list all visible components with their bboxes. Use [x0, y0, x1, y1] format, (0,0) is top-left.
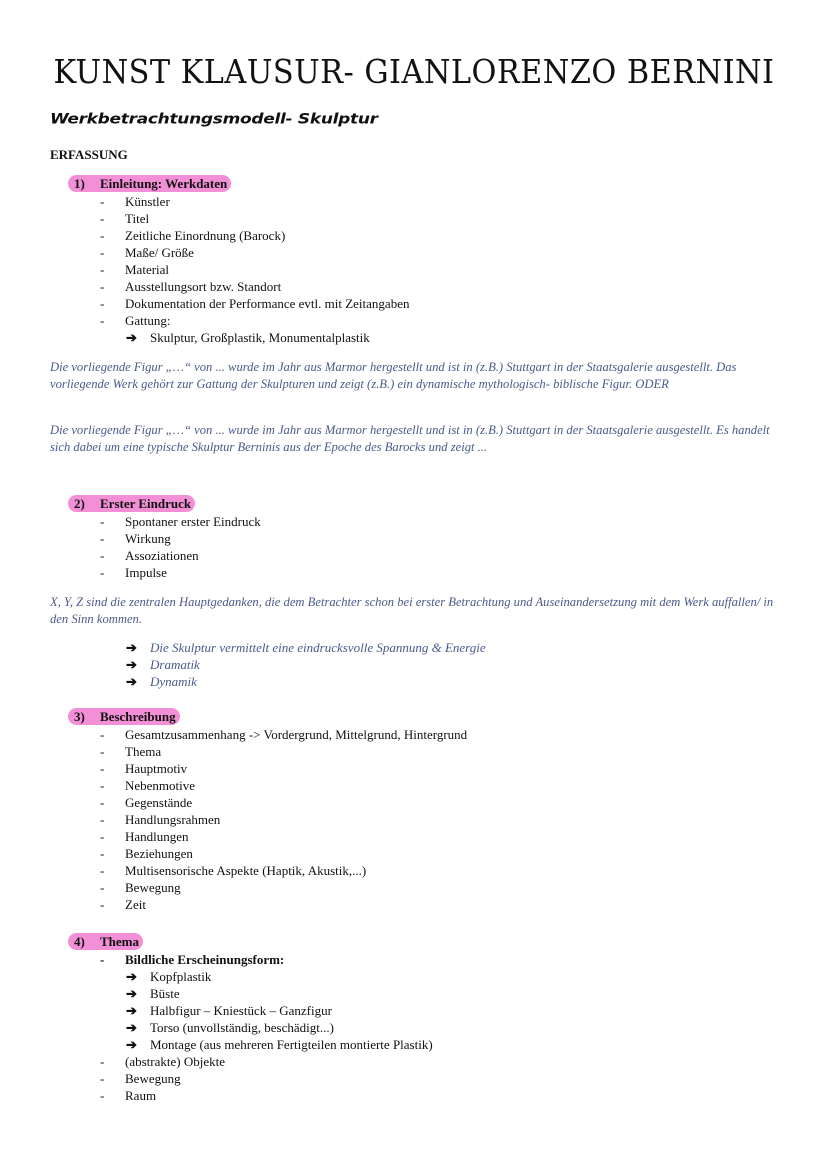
sub-list-item: ➔ Die Skulptur vermittelt eine eindrucksvolle Spannung & Energie — [126, 640, 486, 655]
section-4-list — [100, 951, 700, 1104]
section-label: ERFASSUNG — [50, 147, 128, 162]
section-3-heading — [68, 708, 180, 726]
section-2-arrows — [100, 639, 700, 690]
list-item: - Beziehungen — [100, 846, 193, 861]
sub-list-item: ➔ Torso (unvollständig, beschädigt...) — [126, 1020, 334, 1035]
arrow-right-icon: ➔ — [126, 969, 137, 984]
arrow-right-icon: ➔ — [126, 1037, 137, 1052]
arrow-right-icon: ➔ — [126, 330, 137, 345]
section-3-number: 3) — [74, 709, 85, 724]
list-item: - Maße/ Größe — [100, 245, 194, 260]
list-item: - Raum — [100, 1088, 157, 1103]
section-4-title: Thema — [100, 934, 139, 949]
list-item: - Handlungen — [100, 829, 189, 844]
sub-list-item: ➔ Dynamik — [126, 674, 197, 689]
list-item: - Gesamtzusammenhang -> Vordergrund, Mittelgrund, Hintergrund — [100, 727, 468, 742]
section-1-heading — [68, 175, 231, 193]
arrow-right-icon: ➔ — [126, 674, 137, 689]
example-paragraph-3: X, Y, Z sind die zentralen Hauptgedanken, die dem Betrachter schon bei erster Betrachtung und Auseinandersetzung mit dem Werk auffallen/ in den Sinn kommen. — [50, 595, 774, 626]
arrow-right-icon: ➔ — [126, 986, 137, 1001]
list-item: - Nebenmotive — [100, 778, 196, 793]
section-1-number: 1) — [74, 176, 85, 191]
list-item: - Gattung: — [100, 313, 171, 328]
list-item: - Hauptmotiv — [100, 761, 188, 776]
section-1-title: Einleitung: Werkdaten — [100, 176, 228, 191]
arrow-right-icon: ➔ — [126, 1020, 137, 1035]
example-paragraph-1: Die vorliegende Figur „…“ von ... wurde im Jahr aus Marmor hergestellt und ist in (z.B.) Stuttgart in der Staatsgalerie ausgestellt. Das vorliegende Werk gehört zur Gattung der Skulpturen und zeigt (z.B.) ein dynamische mythologisch- biblische Figur. ODER — [50, 360, 737, 391]
example-paragraph-2: Die vorliegende Figur „…“ von ... wurde im Jahr aus Marmor hergestellt und ist in (z.B.) Stuttgart in der Staatsgalerie ausgestellt. Es handelt sich dabei um eine typische Skulptur Berninis aus der Epoche des Barocks und zeigt ... — [50, 423, 770, 454]
list-item: - Bewegung — [100, 1071, 181, 1086]
list-item: - Wirkung — [100, 531, 171, 546]
list-item: - Spontaner erster Eindruck — [100, 514, 261, 529]
section-4-number: 4) — [74, 934, 85, 949]
list-item: - Multisensorische Aspekte (Haptik, Akustik,...) — [100, 863, 367, 878]
list-item: - Künstler — [100, 194, 170, 209]
section-2-title: Erster Eindruck — [100, 496, 192, 511]
sub-list-item: ➔ Kopfplastik — [126, 969, 212, 984]
page-subtitle: Werkbetrachtungsmodell- Skulptur — [50, 110, 378, 128]
list-item: - (abstrakte) Objekte — [100, 1054, 225, 1069]
sub-list-item: ➔ Halbfigur – Kniestück – Ganzfigur — [126, 1003, 332, 1018]
section-3-title: Beschreibung — [100, 709, 176, 724]
list-item: - Impulse — [100, 565, 167, 580]
arrow-right-icon: ➔ — [126, 1003, 137, 1018]
list-item: - Zeit — [100, 897, 146, 912]
sub-list-item: ➔ Büste — [126, 986, 180, 1001]
list-item: - Ausstellungsort bzw. Standort — [100, 279, 282, 294]
list-item: - Assoziationen — [100, 548, 199, 563]
arrow-right-icon: ➔ — [126, 640, 137, 655]
section-1-list — [100, 193, 700, 346]
section-3-list — [100, 726, 700, 913]
sub-list-item: ➔ Montage (aus mehreren Fertigteilen montierte Plastik) — [126, 1037, 433, 1052]
section-4-heading — [68, 933, 143, 951]
sub-list-item: ➔ Dramatik — [126, 657, 200, 672]
list-item: - Material — [100, 262, 170, 277]
list-item: - Handlungsrahmen — [100, 812, 221, 827]
list-item: - Dokumentation der Performance evtl. mit Zeitangaben — [100, 296, 410, 311]
section-2-number: 2) — [74, 496, 85, 511]
list-item: - Gegenstände — [100, 795, 193, 810]
list-item: - Bewegung — [100, 880, 181, 895]
page-title: KUNST KLAUSUR- GIANLORENZO BERNINI — [53, 52, 775, 91]
list-item: - Titel — [100, 211, 150, 226]
arrow-right-icon: ➔ — [126, 657, 137, 672]
list-item: - Zeitliche Einordnung (Barock) — [100, 228, 286, 243]
list-item: - Thema — [100, 744, 162, 759]
section-2-list — [100, 513, 700, 581]
sub-list-item: ➔ Skulptur, Großplastik, Monumentalplastik — [126, 330, 370, 345]
list-item: - Bildliche Erscheinungsform: — [100, 952, 285, 967]
section-2-heading — [68, 495, 195, 513]
